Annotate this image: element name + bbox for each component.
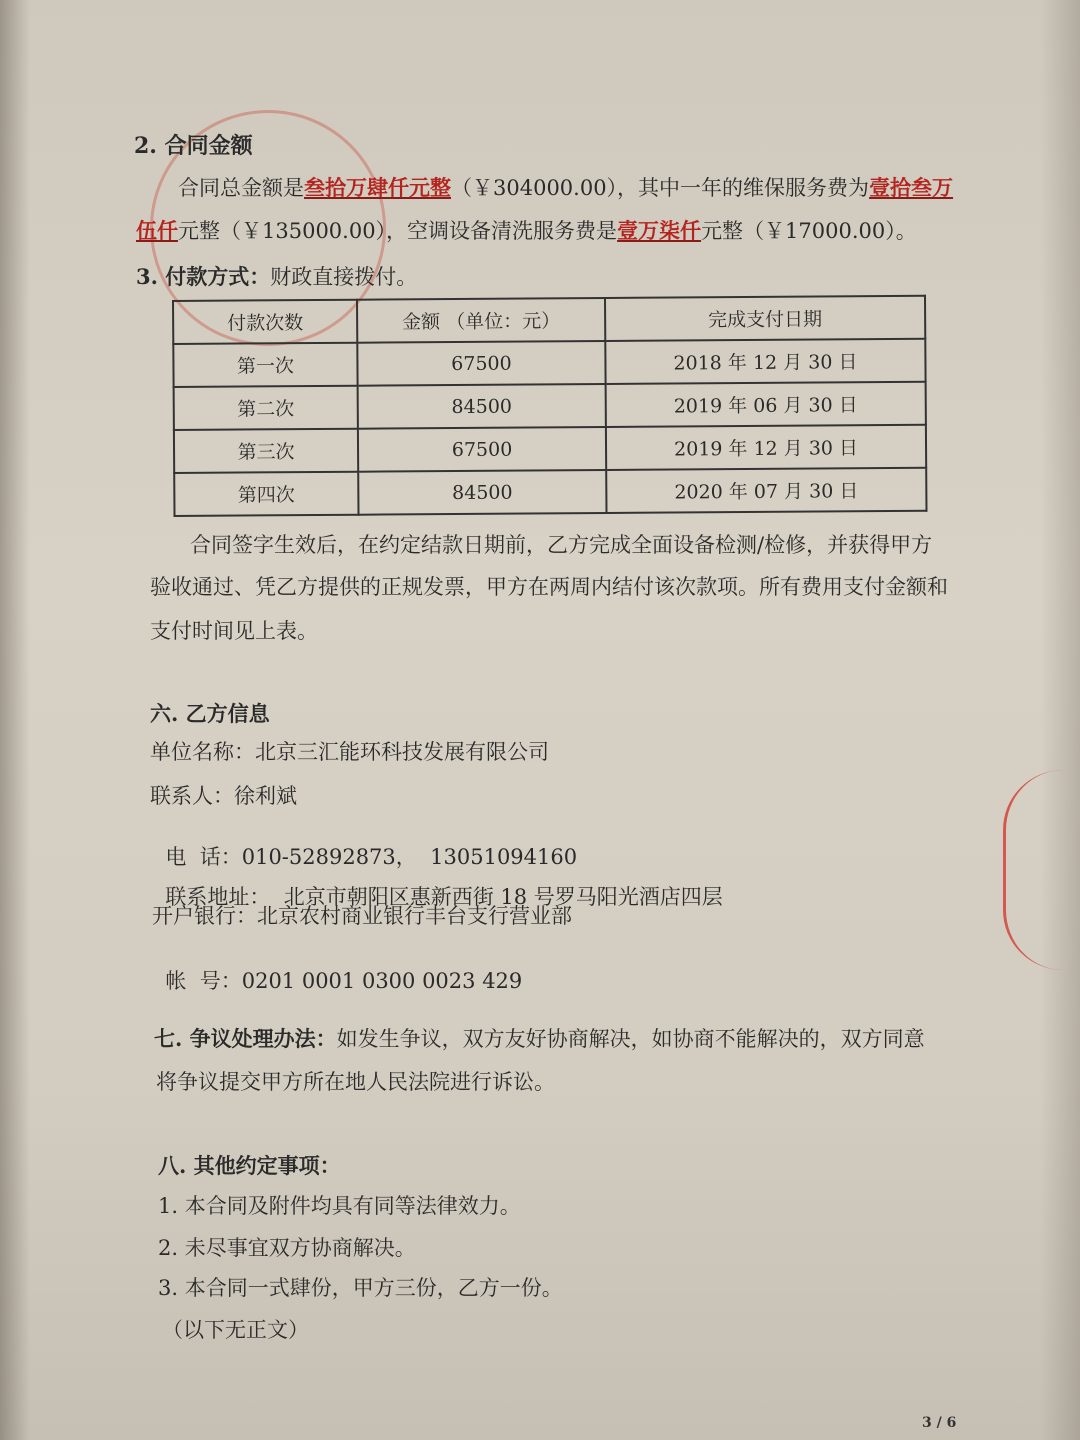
end-note: （以下无正文） <box>162 1318 309 1342</box>
page-edge-left <box>0 0 30 1440</box>
cleaning-suffix: 元整 <box>701 219 744 243</box>
table-row <box>174 468 926 516</box>
table-cell: 2020 年 07 月 30 日 <box>606 468 926 513</box>
table-row <box>174 382 926 430</box>
section3-title: 3. 付款方式： <box>136 264 271 289</box>
table-header-cell: 完成支付日期 <box>605 296 925 341</box>
section2-line1 <box>178 177 953 199</box>
table-cell: 67500 <box>358 427 606 472</box>
maintenance-words-suffix: 元整 <box>178 219 220 243</box>
cleaning-num: （￥17000.00）。 <box>743 219 917 243</box>
table-row <box>174 425 926 473</box>
section7-line1 <box>154 1028 925 1050</box>
cleaning-words: 壹万柒仟 <box>617 218 702 243</box>
table-cell: 2019 年 12 月 30 日 <box>606 425 926 470</box>
maintenance-words-part1: 壹拾叁万 <box>869 175 954 200</box>
table-cell: 2018 年 12 月 30 日 <box>605 339 925 384</box>
payment-note-line3: 支付时间见上表。 <box>150 619 318 643</box>
page-edge-right <box>1040 0 1080 1440</box>
page-number: 3 / 6 <box>922 1415 957 1431</box>
table-header-row <box>173 296 925 344</box>
table-cell: 67500 <box>357 341 605 386</box>
table-cell: 第四次 <box>174 472 358 516</box>
side-seal-stamp <box>1003 770 1066 970</box>
section8-title: 八. 其他约定事项： <box>158 1153 341 1178</box>
section7-title: 七. 争议处理办法： <box>154 1026 337 1051</box>
section6-title: 六. 乙方信息 <box>150 701 270 726</box>
total-amount-words: 叁拾万肆仟元整 <box>304 175 451 200</box>
list-item: 2. 未尽事宜双方协商解决。 <box>158 1236 416 1260</box>
section7-line2: 将争议提交甲方所在地人民法院进行诉讼。 <box>156 1070 555 1094</box>
table-cell: 第二次 <box>174 386 358 430</box>
table-header-cell: 金额 （单位：元） <box>357 298 605 343</box>
table-cell: 第三次 <box>174 429 358 473</box>
contact-person: 联系人：徐利斌 <box>150 784 297 808</box>
phone-line <box>152 826 577 868</box>
section3-line <box>136 266 417 288</box>
account-value: 0201 0001 0300 0023 429 <box>241 969 523 993</box>
company-name: 单位名称：北京三汇能环科技发展有限公司 <box>150 740 549 764</box>
payment-table <box>172 295 927 517</box>
section7-text1: 如发生争议，双方友好协商解决，如协商不能解决的，双方同意 <box>336 1027 925 1051</box>
table-cell: 84500 <box>358 470 606 515</box>
phone-value: 010-52892873， 13051094160 <box>241 845 578 869</box>
payment-note-line2: 验收通过、凭乙方提供的正规发票，甲方在两周内结付该次款项。所有费用支付金额和 <box>150 575 948 599</box>
section2-title: 2. 合同金额 <box>134 133 253 159</box>
section2-line2 <box>136 220 917 242</box>
account-label: 帐 号： <box>165 969 242 993</box>
maintenance-num: （￥135000.00），空调设备清洗服务费是 <box>220 219 618 243</box>
table-cell: 第一次 <box>173 343 357 387</box>
bank-name: 开户银行：北京农村商业银行丰台支行营业部 <box>152 904 572 928</box>
list-item: 1. 本合同及附件均具有同等法律效力。 <box>158 1194 521 1218</box>
account-line <box>152 950 522 992</box>
payment-note-line1: 合同签字生效后，在约定结款日期前，乙方完成全面设备检测/检修，并获得甲方 <box>190 533 933 557</box>
phone-label: 电 话： <box>165 845 242 869</box>
table-header-cell: 付款次数 <box>173 300 357 344</box>
maintenance-words-part2: 伍仟 <box>136 218 178 243</box>
address-line <box>152 866 723 908</box>
table-row <box>173 339 925 387</box>
table-cell: 84500 <box>358 384 606 429</box>
table-cell: 2019 年 06 月 30 日 <box>606 382 926 427</box>
list-item: 3. 本合同一式肆份，甲方三份，乙方一份。 <box>158 1276 563 1300</box>
address-value: 北京市朝阳区惠新西街 18 号罗马阳光酒店四层 <box>283 885 723 909</box>
section3-method: 财政直接拨付。 <box>270 265 418 289</box>
address-label: 联系地址： <box>165 885 271 909</box>
total-amount-num: （￥304000.00），其中一年的维保服务费为 <box>451 176 870 200</box>
line1-prefix: 合同总金额是 <box>178 176 304 200</box>
